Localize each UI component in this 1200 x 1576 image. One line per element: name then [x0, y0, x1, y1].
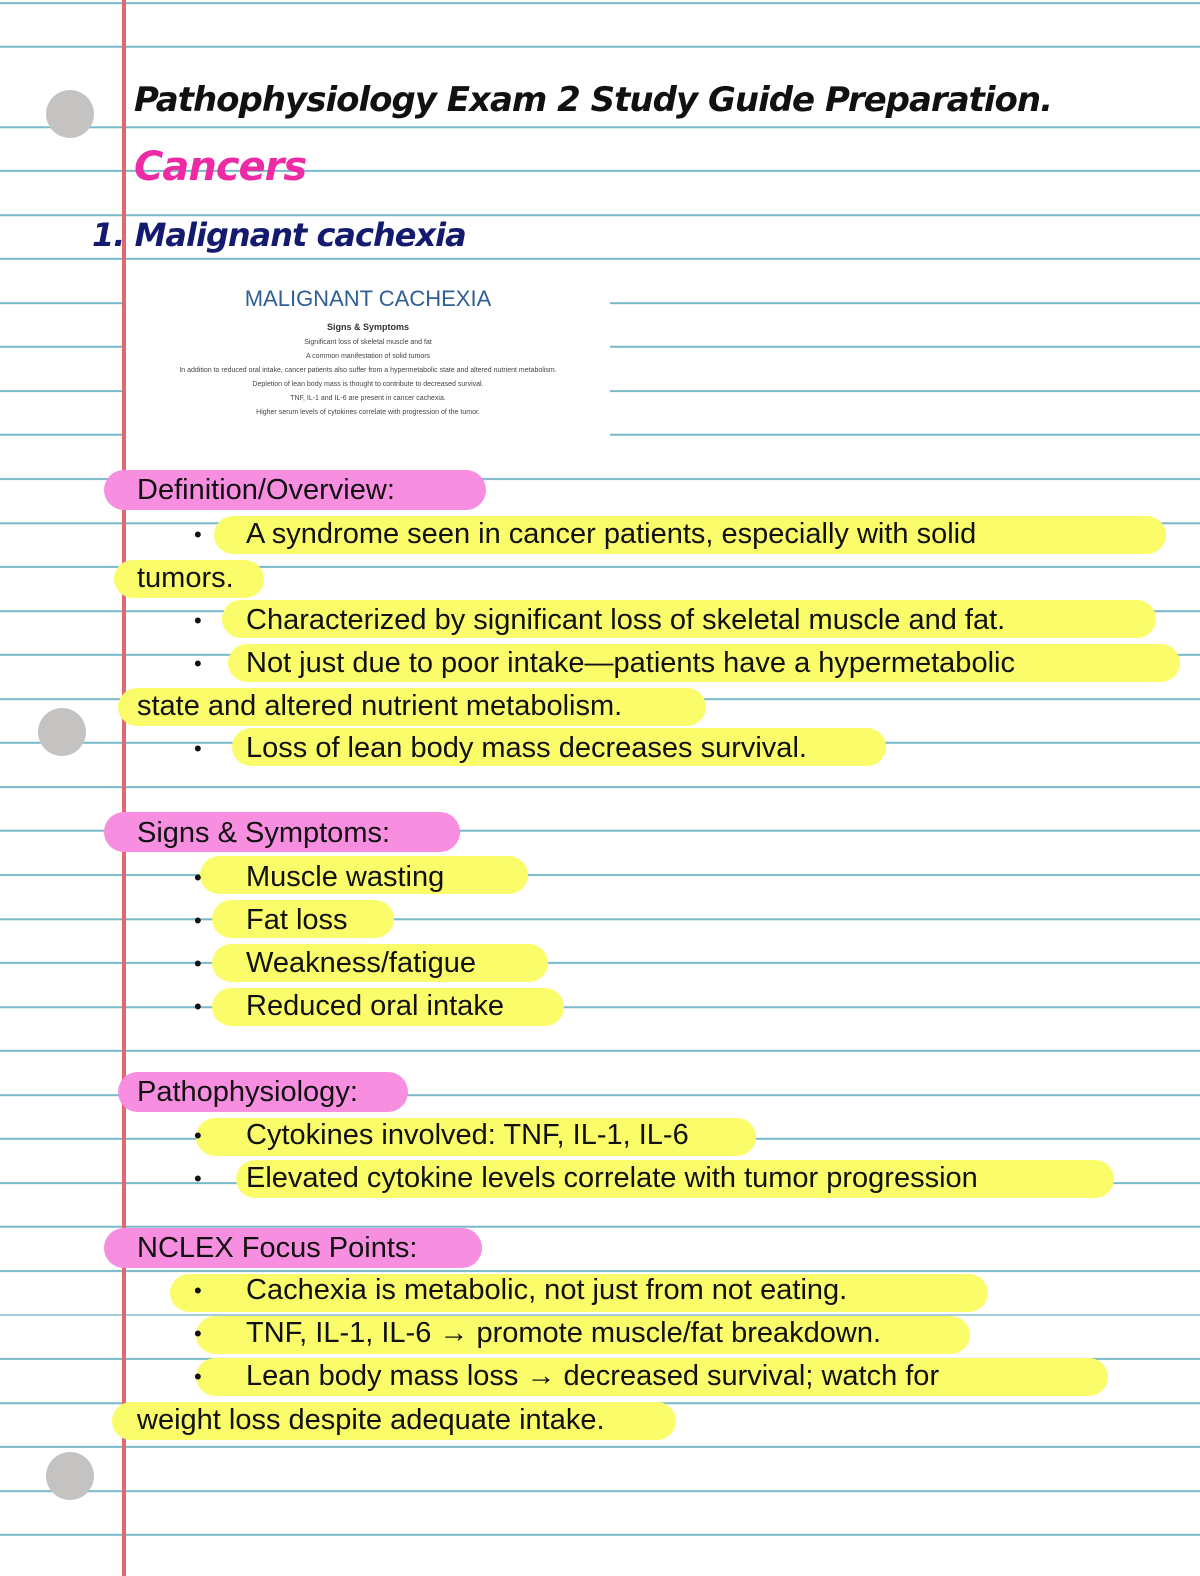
- definition-item: tumors.: [137, 562, 234, 594]
- patho-heading: Pathophysiology:: [137, 1076, 358, 1108]
- punch-hole-top: [46, 90, 94, 138]
- bullet-dot: •: [194, 908, 202, 933]
- ref-line: In addition to reduced oral intake, cancer patients also suffer from a hypermetabolic state and altered nutrient metabolism.: [179, 367, 557, 374]
- definition-item: state and altered nutrient metabolism.: [137, 690, 623, 722]
- nclex-item: Lean body mass loss → decreased survival; watch for: [246, 1360, 940, 1392]
- nclex-item: TNF, IL-1, IL-6 → promote muscle/fat breakdown.: [246, 1317, 882, 1349]
- ref-line: TNF, IL-1 and IL-6 are present in cancer cachexia.: [290, 395, 446, 402]
- patho-item: Cytokines involved: TNF, IL-1, IL-6: [246, 1119, 689, 1151]
- signs-item: Muscle wasting: [246, 861, 445, 893]
- ref-line: Significant loss of skeletal muscle and fat: [304, 339, 432, 346]
- bullet-dot: •: [194, 994, 202, 1019]
- section-heading: Cancers: [134, 144, 307, 190]
- ref-subtitle: Signs & Symptoms: [326, 322, 409, 332]
- definition-item: A syndrome seen in cancer patients, especially with solid: [246, 518, 977, 550]
- bullet-dot: •: [194, 736, 202, 761]
- bullet-dot: •: [194, 608, 202, 633]
- ref-title: MALIGNANT CACHEXIA: [244, 286, 492, 311]
- punch-hole-bottom: [46, 1452, 94, 1500]
- nclex-item: weight loss despite adequate intake.: [137, 1404, 605, 1436]
- signs-item: Reduced oral intake: [246, 990, 504, 1022]
- bullet-dot: •: [194, 1166, 202, 1191]
- page-title: Pathophysiology Exam 2 Study Guide Preparation.: [134, 80, 1053, 120]
- topic-heading: 1. Malignant cachexia: [92, 216, 466, 254]
- definition-item: Characterized by significant loss of skeletal muscle and fat.: [246, 604, 1006, 636]
- signs-heading: Signs & Symptoms:: [137, 817, 391, 849]
- bullet-dot: •: [194, 1278, 202, 1303]
- bullet-dot: •: [194, 1321, 202, 1346]
- definition-item: Not just due to poor intake—patients have a hypermetabolic: [246, 647, 1015, 679]
- bullet-dot: •: [194, 1364, 202, 1389]
- nclex-item: Cachexia is metabolic, not just from not eating.: [246, 1274, 848, 1306]
- ref-line: A common manifestation of solid tumors: [305, 353, 431, 360]
- definition-heading: Definition/Overview:: [137, 474, 395, 506]
- nclex-heading: NCLEX Focus Points:: [137, 1232, 418, 1264]
- reference-slide-image: [126, 276, 610, 446]
- bullet-dot: •: [194, 1123, 202, 1148]
- punch-hole-middle: [38, 708, 86, 756]
- bullet-dot: •: [194, 522, 202, 547]
- bullet-dot: •: [194, 865, 202, 890]
- bullet-dot: •: [194, 951, 202, 976]
- definition-item: Loss of lean body mass decreases survival.: [246, 732, 807, 764]
- ref-line: Higher serum levels of cytokines correlate with progression of the tumor.: [256, 409, 480, 416]
- signs-item: Fat loss: [246, 904, 348, 936]
- ref-line: Depletion of lean body mass is thought to contribute to decreased survival.: [252, 381, 484, 388]
- signs-item: Weakness/fatigue: [246, 947, 476, 979]
- bullet-dot: •: [194, 651, 202, 676]
- patho-item: Elevated cytokine levels correlate with tumor progression: [246, 1162, 978, 1194]
